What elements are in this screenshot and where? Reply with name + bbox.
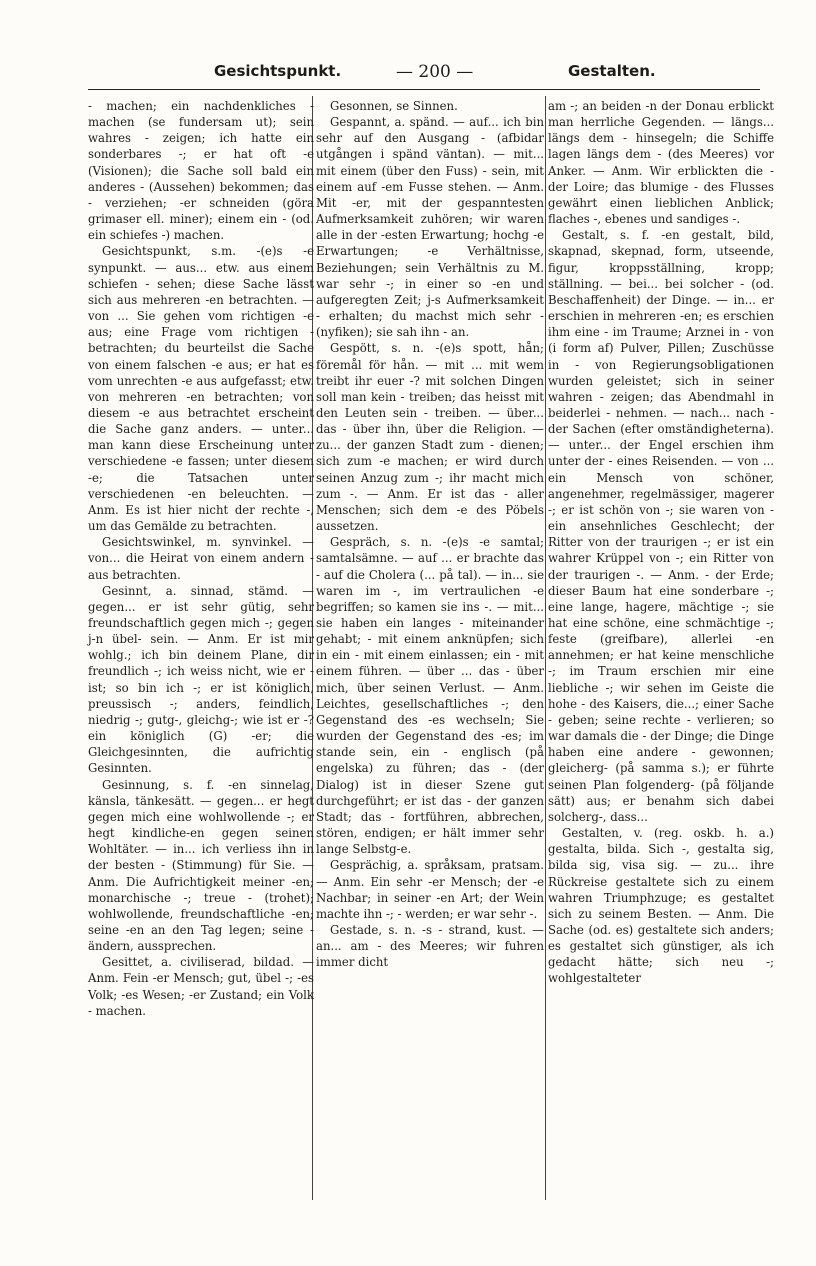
dictionary-entry: Gestalten, v. (reg. oskb. h. a.) gestalta, bilda. Sich -, gestalta sig, bilda sig, visa sig. — zu... ihre Rückreise gestaltete sich zu einem wahren Triumphzuge; es gestaltet sich zu seinem Besten. — Anm. Die Sache (od. es) gestaltete sich anders; es gestaltet sich günstiger, als ich gedacht hätte; sich neu -; wohlgestalteter: [548, 826, 774, 986]
header-right-word: Gestalten.: [568, 62, 656, 80]
dictionary-entry: Gesittet, a. civiliserad, bildad. — Anm. Fein -er Mensch; gut, übel -; -es Volk; -es Wesen; -er Zustand; ein Volk - machen.: [88, 955, 314, 1018]
dictionary-entry: Gesonnen, se Sinnen.: [330, 99, 458, 113]
dictionary-entry: Gestalt, s. f. -en gestalt, bild, skapnad, skepnad, form, utseende, figur, kroppsställning, kropp; ställning. — bei... bei solcher - (od. Beschaffenheit) der Dinge. — in... er erschien in mehreren -en; es erschien ihm eine - im Traume; Arznei in - von (i form af) Pulver, Pillen; Zuschüsse in - von Regierungsobligationen wurden geleistet; sich in seiner wahren - zeigen; das Abendmahl in beiderlei - nehmen. — nach... nach - der Sachen (efter omständigheterna). — unter... der Engel erschien ihm unter der - eines Reisenden. — von ... ein Mensch von schöner, angenehmer, regelmässiger, magerer -; er ist schön von -; sie waren von - ein ansehnliches Geschlecht; der Ritter von der traurigen -; er ist ein wahrer Krüppel von -; ein Ritter von der traurigen -. — Anm. - der Erde; dieser Baum hat eine sonderbare -; eine lange, hagere, mächtige -; sie hat eine schöne, eine schmächtige -; feste (greifbare), allerlei -en annehmen; er hat keine menschliche -; im Traum erschien mir eine liebliche -; wir sehen im Geiste die hohe - des Kaisers, die...; einer Sache - geben; seine rechte - verlieren; so war damals die - der Dinge; die Dinge haben eine andere - gewonnen; gleicherg- (på samma s.); er führte seinen Plan folgenderg- (på följande sätt) aus; er benahm sich dabei solcherg-, dass...: [548, 228, 774, 824]
column-3: [548, 98, 774, 987]
column-1: [88, 98, 314, 1019]
dictionary-entry: Gesichtspunkt, s.m. -(e)s -e synpunkt. — aus... etw. aus einem schiefen - sehen; diese Sache lässt sich aus mehreren -en betrachten. — von ... Sie gehen vom richtigen -e aus; eine Frage vom richtigen - betrachten; du beurteilst die Sache von einem falschen -e aus; er hat es vom unrechten -e aus aufgefasst; etw. von mehreren -en betrachten; von diesem -e aus betrachtet erscheint die Sache ganz anders. — unter... man kann diese Erscheinung unter verschiedene -e fassen; unter diesem -e; die Tatsachen unter verschiedenen -en beleuchten. — Anm. Es ist hier nicht der rechte -, um das Gemälde zu betrachten.: [88, 244, 314, 534]
column-2: [316, 98, 544, 970]
page-number: — 200 —: [396, 62, 474, 82]
dictionary-entry: Gespött, s. n. -(e)s spott, hån; föremål för hån. — mit ... mit wem treibt ihr euer -? mit solchen Dingen soll man kein - treiben; das heisst mit den Leuten sein - treiben. — über... das - über ihn, über die Religion. — zu... der ganzen Stadt zum - dienen; sich zum -e machen; er wird durch seinen Anzug zum -; ihr macht mich zum -. — Anm. Er ist das - aller Menschen; sich dem -e des Pöbels aussetzen.: [316, 341, 544, 534]
dictionary-entry: am -; an beiden -n der Donau erblickt man herrliche Gegenden. — längs... längs dem - hinsegeln; die Schiffe lagen längs dem - (des Meeres) vor Anker. — Anm. Wir erblickten die - der Loire; das blumige - des Flusses gewährt einen lieblichen Anblick; flaches -, ebenes und sandiges -.: [548, 99, 774, 227]
dictionary-entry: Gesinnung, s. f. -en sinnelag, känsla, tänkesätt. — gegen... er hegt gegen mich eine wohlwollende -; er hegt kindliche-en gegen seinen Wohltäter. — in... ich verliess ihn in der besten - (Stimmung) für Sie. — Anm. Die Aufrichtigkeit meiner -en; monarchische -; treue - (trohet); wohlwollende, freundschaftliche -en; seine -en an den Tag legen; seine - ändern, aussprechen.: [88, 777, 314, 954]
dictionary-entry: Gesichtswinkel, m. synvinkel. — von... die Heirat von einem andern - aus betrachten.: [88, 535, 314, 582]
dictionary-entry: Gestade, s. n. -s - strand, kust. — an... am - des Meeres; wir fuhren immer dicht: [316, 922, 544, 970]
dictionary-entry: Gespräch, s. n. -(e)s -e samtal; samtalsämne. — auf ... er brachte das - auf die Cholera (... på tal). — in... sie waren im -, im vertraulichen -e begriffen; so kamen sie ins -. — mit... sie haben ein langes - miteinander gehabt; - mit einem anknüpfen; sich in ein - mit einem einlassen; ein - mit einem führen. — über ... das - über mich, über seinen Verlust. — Anm. Leichtes, gesellschaftliches -; den Gegenstand des -es wechseln; Sie wurden der Gegenstand des -es; im stande sein, ein - englisch (på engelska) zu führen; das - (der Dialog) ist in dieser Szene gut durchgeführt; er ist das - der ganzen Stadt; das - fortführen, abbrechen, stören, endigen; er hält immer sehr lange Selbstg-e.: [316, 535, 544, 857]
column-divider: [545, 96, 546, 1200]
header-rule: [88, 89, 760, 90]
dictionary-entry: - machen; ein nachdenkliches - machen (se fundersam ut); sein wahres - zeigen; ich hatte ein sonderbares -; er hat oft -e (Visionen); die Sache soll bald ein anderes - (Aussehen) bekommen; das - verziehen; -er schneiden (göra grimaser ell. miner); einem ein - (od. ein schiefes -) machen.: [88, 99, 314, 243]
dictionary-entry: Gesprächig, a. språksam, pratsam. — Anm. Ein sehr -er Mensch; der -e Nachbar; in seiner -en Art; der Wein machte ihn -; - werden; er war sehr -.: [316, 858, 544, 921]
header-left-word: Gesichtspunkt.: [214, 62, 342, 80]
dictionary-entry: Gespannt, a. spänd. — auf... ich bin sehr auf den Ausgang - (afbidar utgången i spänd väntan). — mit... mit einem (über den Fuss) - sein, mit einem auf -em Fusse stehen. — Anm. Mit -er, mit der gespanntesten Aufmerksamkeit zuhören; wir waren alle in der -esten Erwartung; hochg -e Erwartungen; -e Verhältnisse, Beziehungen; sein Verhältnis zu M. war sehr -; in einer so -en und aufgeregten Zeit; j-s Aufmerksamkeit - erhalten; du machst mich sehr - (nyfiken); sie sah ihn - an.: [316, 115, 544, 340]
page-header: [88, 62, 760, 88]
dictionary-entry: Gesinnt, a. sinnad, stämd. — gegen... er ist sehr gütig, sehr freundschaftlich gegen mich -; gegen j-n übel- sein. — Anm. Er ist mir wohlg.; ich bin deinem Plane, dir freundlich -; ich weiss nicht, wie er - ist; so bin ich -; er ist königlich, preussisch -; anders, feindlich, niedrig -; gutg-, gleichg-; wie ist er -? ein königlich (G) -er; die Gleichgesinnten, die aufrichtig Gesinnten.: [88, 583, 314, 776]
